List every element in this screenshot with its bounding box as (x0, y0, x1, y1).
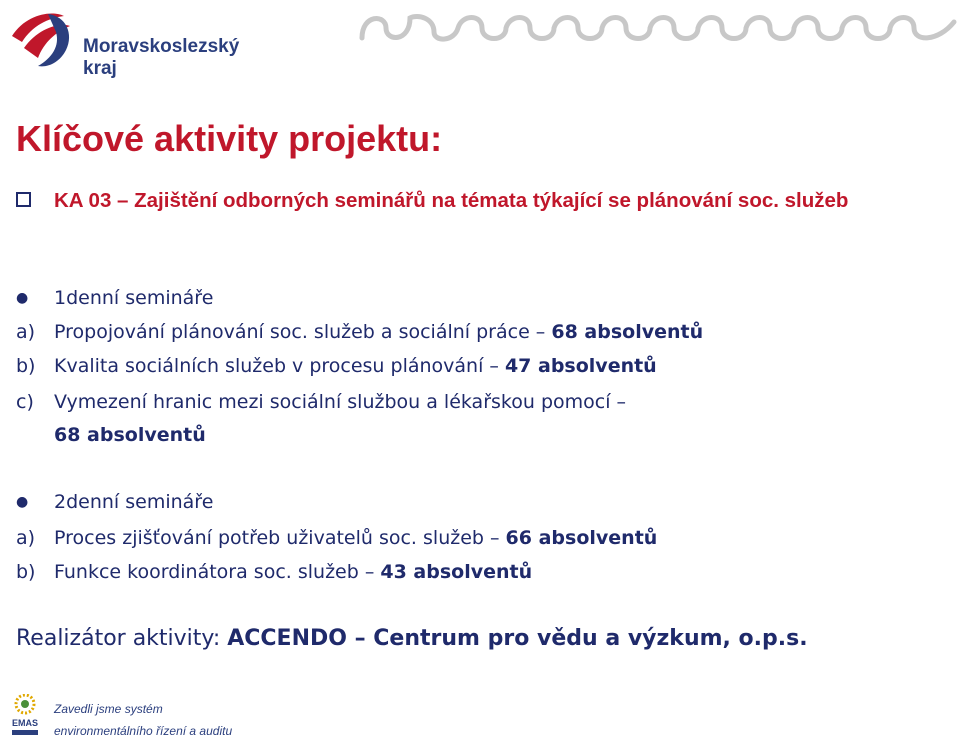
item-text: Vymezení hranic mezi sociální službou a lékařskou pomocí – (54, 391, 627, 413)
item-text: Kvalita sociálních služeb v procesu plánování – (54, 355, 505, 377)
realizator-label: Realizátor aktivity: (16, 626, 228, 651)
logo-line-1: Moravskoslezský (83, 36, 240, 57)
emas-logo-icon (8, 694, 42, 738)
region-emblem-icon (8, 6, 78, 76)
list-item (16, 560, 532, 584)
item-count: 68 absolventů (551, 321, 704, 343)
page-title: Klíčové aktivity projektu: (16, 118, 443, 159)
logo-line-2: kraj (83, 58, 117, 79)
item-marker: c) (16, 391, 34, 413)
list-item (16, 390, 626, 414)
item-text: Proces zjišťování potřeb uživatelů soc. služeb – (54, 527, 506, 549)
item-count: 68 absolventů (54, 424, 206, 446)
emas-label: EMAS (11, 718, 39, 728)
list-item (16, 320, 703, 344)
item-count: 66 absolventů (505, 527, 658, 549)
one-day-heading-row (16, 286, 213, 310)
two-day-heading-row (16, 490, 213, 514)
checkbox-bullet-icon (16, 192, 31, 207)
realizator-value: ACCENDO – Centrum pro vědu a výzkum, o.p.s. (227, 626, 808, 651)
list-item (16, 526, 657, 550)
moravskoslezsky-kraj-logo (8, 6, 240, 79)
ka-list-item (16, 188, 916, 214)
two-day-heading: 2denní semináře (54, 491, 214, 513)
item-count: 43 absolventů (380, 561, 533, 583)
bullet-icon: ● (16, 494, 29, 510)
one-day-heading: 1denní semináře (54, 287, 214, 309)
item-marker: a) (16, 527, 36, 549)
item-marker: b) (16, 561, 36, 583)
item-text: Propojování plánování soc. služeb a sociální práce – (54, 321, 552, 343)
ka-item-text: KA 03 – Zajištění odborných seminářů na témata týkající se plánování soc. služeb (54, 189, 849, 212)
decorative-wave-pattern (358, 8, 958, 50)
item-count: 47 absolventů (504, 355, 657, 377)
realizator-line (16, 626, 808, 651)
footer-line-1: Zavedli jsme systém (54, 702, 163, 716)
logo-wordmark (83, 36, 239, 80)
item-marker: a) (16, 321, 36, 343)
bullet-icon: ● (16, 290, 29, 306)
item-marker: b) (16, 355, 36, 377)
list-item (16, 354, 657, 378)
item-text: Funkce koordinátora soc. služeb – (54, 561, 381, 583)
footer-line-2: environmentálního řízení a auditu (54, 724, 233, 738)
